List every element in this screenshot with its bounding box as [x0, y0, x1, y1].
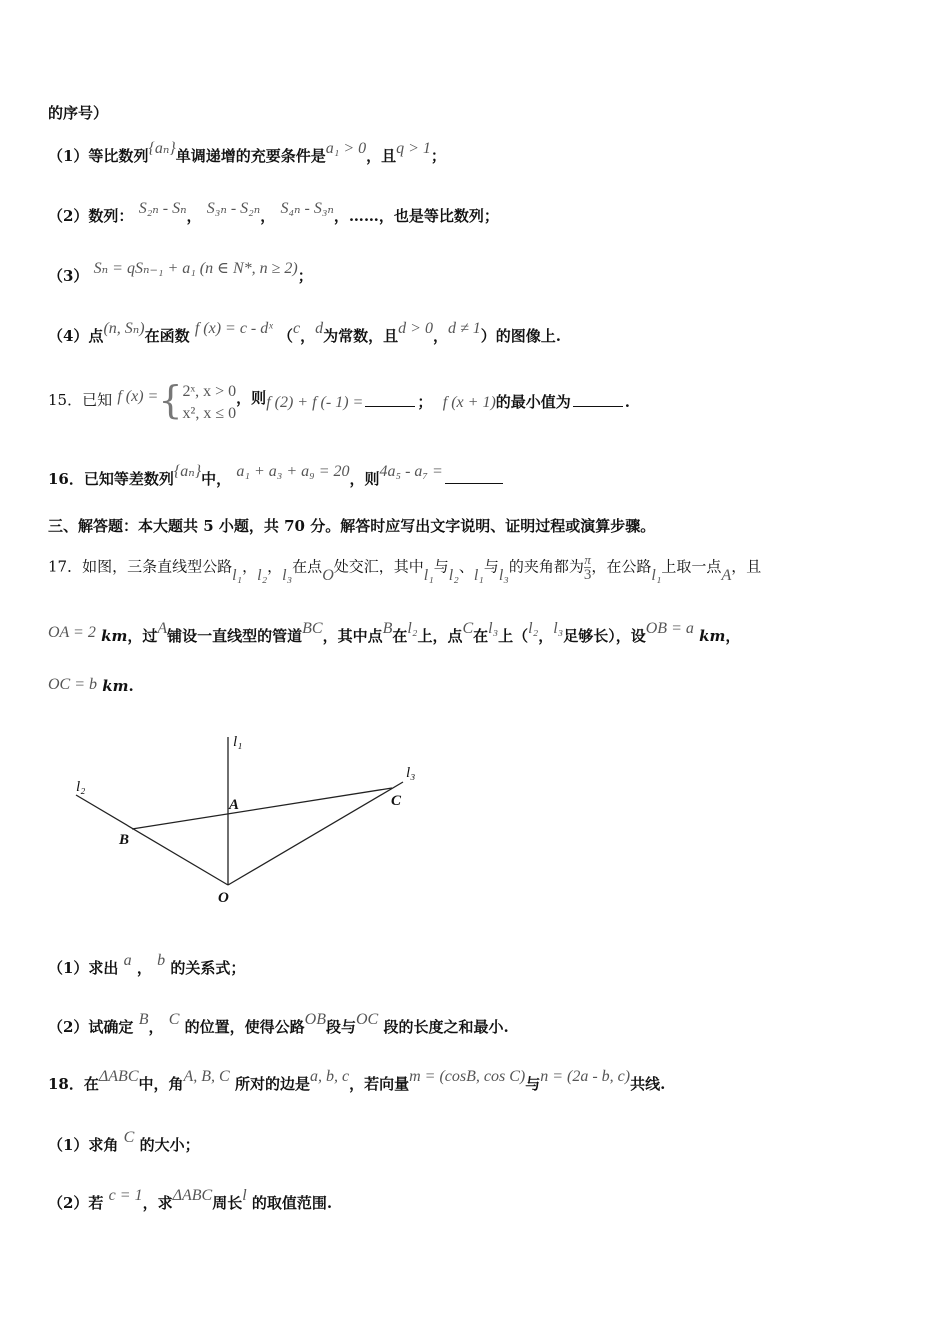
math: S₄ₙ - S₃ₙ [280, 200, 334, 217]
math: O [322, 566, 334, 584]
question-18-number: 18．在 [48, 1075, 99, 1093]
answer-blank[interactable] [365, 406, 415, 407]
label-B: B [119, 832, 130, 848]
math: OB [304, 1011, 326, 1028]
question-18-part-1 [48, 1129, 200, 1155]
math: d ≠ 1 [447, 320, 481, 337]
pipe-bc [132, 788, 392, 829]
label-O: O [218, 890, 229, 906]
text: 上（ [498, 627, 529, 645]
text: ，则 [236, 389, 267, 407]
text: （2）若 [48, 1194, 104, 1212]
text: 在 [473, 627, 489, 645]
statement-1-label: （1）等比数列 [48, 147, 149, 165]
math: f (x) = c - dˣ [194, 320, 273, 337]
question-17-part-2 [48, 1011, 509, 1037]
intro-line [48, 102, 108, 123]
text: ， [136, 959, 152, 977]
text: ， [725, 627, 741, 645]
road-l3 [228, 782, 403, 885]
math: OC = b [48, 676, 98, 693]
math: d > 0 [398, 320, 433, 337]
text: ，在公路 [591, 557, 652, 576]
text: 段的长度之和最小. [383, 1018, 509, 1036]
text: ， [300, 327, 316, 345]
text: . [128, 677, 134, 695]
question-17-line-3 [48, 677, 134, 696]
math: m = (cosB, cos C) [409, 1068, 526, 1085]
statement-3-label: （3） [48, 267, 89, 285]
text: 共线. [630, 1075, 666, 1093]
math: l₃ [488, 620, 499, 637]
text: 段与 [325, 1018, 356, 1036]
math: n = (2a - b, c) [540, 1068, 631, 1085]
math: C [168, 1011, 180, 1028]
math: d [315, 320, 324, 337]
text: ； [417, 393, 433, 411]
text: ； [297, 267, 313, 285]
label-l1: l₁ [233, 734, 243, 750]
question-16-number: 16．已知等差数列 [48, 470, 174, 488]
text: ， [267, 557, 283, 576]
text: 上取一点 [661, 557, 722, 576]
math: l₁ [473, 566, 484, 584]
math: c = 1 [108, 1187, 143, 1204]
math: l₂ [257, 566, 268, 584]
piecewise [183, 381, 237, 425]
math: {aₙ} [148, 140, 176, 157]
text: ，且 [731, 557, 762, 576]
text: （2）试确定 [48, 1018, 134, 1036]
math: l [242, 1187, 247, 1204]
math: a, b, c [309, 1068, 350, 1085]
text: 足够长），设 [563, 627, 646, 645]
math: l₃ [553, 620, 564, 637]
text: . [624, 393, 631, 411]
unit-km: km [101, 627, 128, 645]
math: a₁ > 0 [325, 140, 367, 157]
text: 在 [392, 627, 408, 645]
answer-blank[interactable] [445, 483, 503, 484]
statement-4 [48, 320, 561, 346]
question-17-line-2 [48, 620, 741, 646]
math: f (x) = [117, 388, 159, 405]
text: 的取值范围. [251, 1194, 333, 1212]
statement-1 [48, 140, 446, 166]
text: 铺设一直线型的管道 [167, 627, 303, 645]
math: OB = a [645, 620, 694, 637]
math: C [462, 620, 474, 637]
math: S₃ₙ - S₂ₙ [206, 200, 261, 217]
text: 所对的边是 [234, 1075, 310, 1093]
math: OA = 2 [48, 624, 96, 641]
math: {aₙ} [173, 463, 202, 480]
question-15-number: 15．已知 [48, 391, 113, 409]
road-diagram [60, 725, 440, 910]
text: ， [432, 327, 448, 345]
statement-2-label: （2）数列： [48, 207, 134, 225]
text: 的最小值为 [495, 393, 571, 411]
road-l2 [76, 795, 228, 885]
math: q > 1 [396, 140, 431, 157]
piece-1: 2ˣ, x > 0 [182, 383, 237, 400]
text: ，则 [349, 470, 380, 488]
text: ，求 [142, 1194, 173, 1212]
math: B [382, 620, 393, 637]
text: 中，角 [138, 1075, 184, 1093]
math: A [721, 566, 732, 584]
text: 与 [433, 557, 449, 576]
text: ， [260, 207, 276, 225]
fraction-bottom: 3 [583, 567, 592, 583]
text: 周长 [212, 1194, 243, 1212]
text: 在点 [292, 557, 323, 576]
text: ，过 [127, 627, 158, 645]
question-16 [48, 463, 505, 489]
text: 的大小； [139, 1136, 200, 1154]
math: (n, Sₙ) [103, 320, 145, 337]
text: 的夹角都为 [508, 557, 584, 576]
math: BC [302, 620, 323, 637]
unit-km: km [102, 677, 129, 695]
math: f (2) + f (- 1) = [266, 394, 364, 411]
section-3-heading [48, 515, 655, 536]
label-C: C [391, 793, 402, 809]
text: （ [278, 327, 294, 345]
intro-text: 的序号） [48, 104, 109, 122]
question-17-line-1 [48, 553, 761, 582]
math: f (x + 1) [442, 394, 496, 411]
math: l₂ [407, 620, 418, 637]
question-18-part-2 [48, 1187, 333, 1213]
text: ，且 [366, 147, 397, 165]
math: ΔABC [172, 1187, 213, 1204]
text: ， [148, 1018, 164, 1036]
text: ， [186, 207, 202, 225]
math: B [138, 1011, 149, 1028]
text: 中， [201, 470, 232, 488]
text: 单调递增的充要条件是 [175, 147, 326, 165]
text: （1）求出 [48, 959, 119, 977]
math: l₁ [423, 566, 434, 584]
text: 与 [525, 1075, 541, 1093]
text: ， [242, 557, 258, 576]
math: 4a₅ - a₇ = [379, 463, 443, 480]
math: S₂ₙ - Sₙ [138, 200, 187, 217]
math: l₃ [498, 566, 509, 584]
fraction-top: π [584, 552, 591, 567]
math: a₁ + a₃ + a₉ = 20 [236, 463, 350, 480]
math: l₂ [448, 566, 459, 584]
text: ，……，也是等比数列； [333, 207, 499, 225]
math: OC [355, 1011, 379, 1028]
unit-km: km [699, 627, 726, 645]
text: ，其中点 [322, 627, 383, 645]
text: 上，点 [417, 627, 463, 645]
question-17-part-1 [48, 952, 246, 978]
text: ）的图像上. [480, 327, 561, 345]
text: ， [538, 627, 554, 645]
section-3-text: 三、解答题：本大题共 5 小题，共 70 分。解答时应写出文字说明、证明过程或演算步骤。 [48, 517, 656, 535]
statement-4-label: （4）点 [48, 327, 104, 345]
math: c [293, 320, 301, 337]
label-l3: l₃ [406, 765, 416, 781]
piece-2: x², x ≤ 0 [182, 405, 237, 422]
text: 为常数，且 [323, 327, 399, 345]
text: ，若向量 [349, 1075, 410, 1093]
math: a [123, 952, 132, 969]
text: 的位置，使得公路 [184, 1018, 305, 1036]
math: A, B, C [183, 1068, 230, 1085]
math: l₂ [528, 620, 539, 637]
math: l₁ [232, 566, 243, 584]
text: 的关系式； [170, 959, 246, 977]
statement-3 [48, 260, 313, 286]
text: 在函数 [144, 327, 190, 345]
question-15 [48, 372, 630, 425]
text: 、 [458, 557, 474, 576]
text: ； [430, 147, 446, 165]
math: l₁ [651, 566, 662, 584]
statement-2 [48, 200, 499, 226]
text: 17．如图，三条直线型公路 [48, 557, 233, 576]
math: l₃ [282, 566, 293, 584]
label-A: A [229, 797, 240, 813]
math: b [157, 952, 166, 969]
brace-icon: { [158, 378, 183, 422]
question-18 [48, 1068, 666, 1094]
text: （1）求角 [48, 1136, 119, 1154]
math: ΔABC [98, 1068, 139, 1085]
text: 与 [483, 557, 499, 576]
text: 处交汇，其中 [333, 557, 424, 576]
math: C [123, 1129, 135, 1146]
math: Sₙ = qSₙ₋₁ + a₁ (n ∈ N*, n ≥ 2) [93, 260, 298, 277]
label-l2: l₂ [76, 779, 86, 795]
math: A [157, 620, 168, 637]
answer-blank[interactable] [573, 406, 623, 407]
